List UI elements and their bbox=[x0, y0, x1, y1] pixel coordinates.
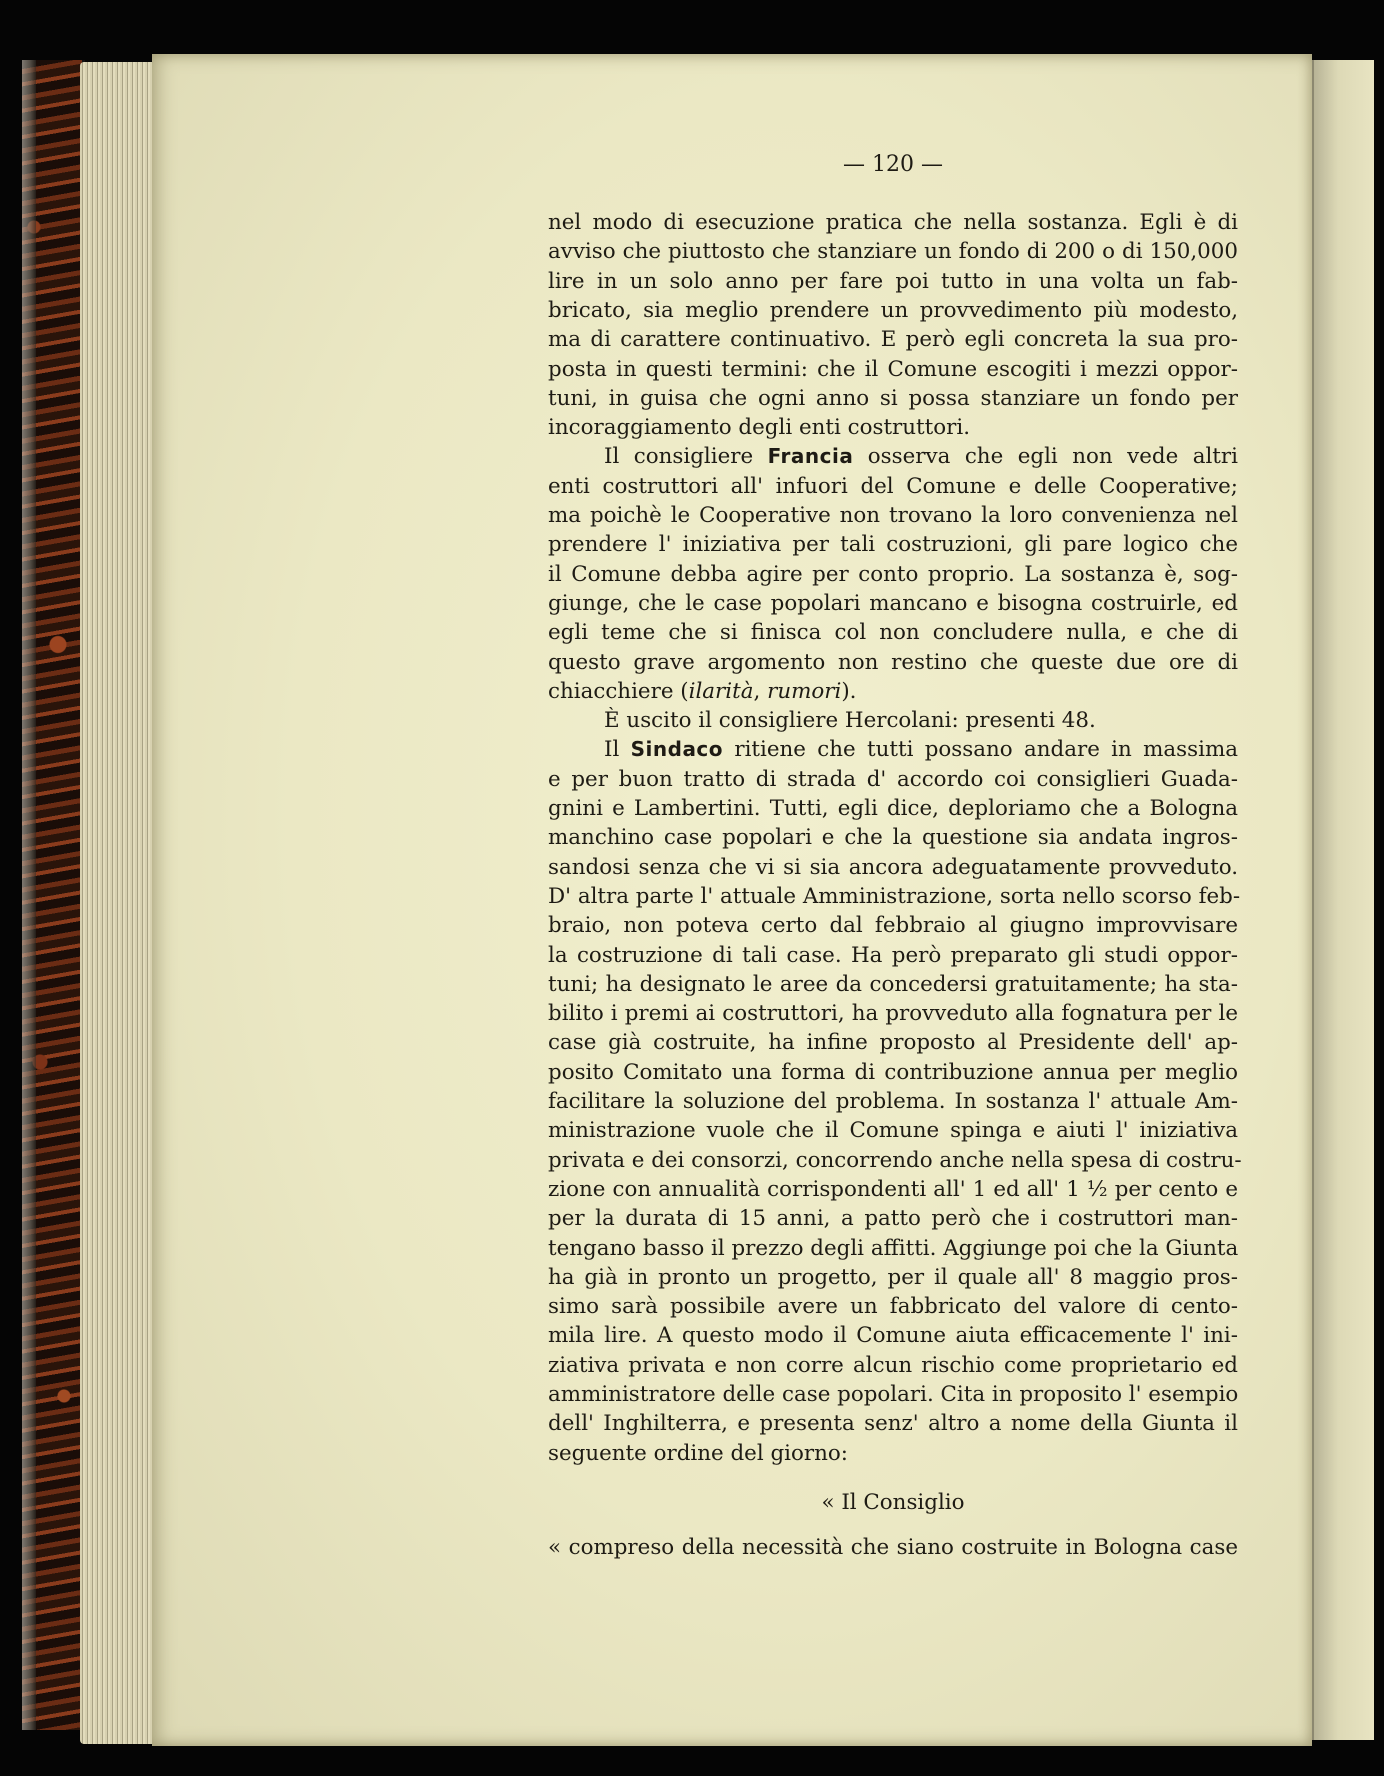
text-line: lire in un solo anno per fare poi tutto in una volta un fab- bbox=[548, 268, 1238, 294]
page-stack-edge bbox=[80, 62, 160, 1744]
text-line: posito Comitato una forma di contribuzione annua per meglio bbox=[548, 1059, 1238, 1085]
text-line: case già costruite, ha infine proposto al Presidente dell' ap- bbox=[548, 1030, 1238, 1056]
text-line: la costruzione di tali case. Ha però preparato gli studi oppor- bbox=[548, 942, 1238, 968]
paragraph-francia bbox=[548, 442, 1238, 471]
text-span: Il bbox=[604, 737, 620, 763]
text-span: osserva che egli non vede altri bbox=[867, 444, 1238, 470]
text-line: gnini e Lambertini. Tutti, egli dice, deploriamo che a Bologna bbox=[548, 796, 1238, 821]
text-span: Il consigliere bbox=[604, 444, 754, 470]
text-line: incoraggiamento degli enti costruttori. bbox=[548, 415, 970, 441]
text-line: ministrazione vuole che il Comune spinga e aiuti l' iniziativa bbox=[548, 1118, 1238, 1144]
text-line: manchino case popolari e che la questione sia andata ingros- bbox=[548, 825, 1238, 851]
text-line: simo sarà possibile avere un fabbricato del valore di cento- bbox=[548, 1294, 1238, 1320]
next-page-edge bbox=[1312, 60, 1374, 1740]
text-line: sandosi senza che vi si sia ancora adeguatamente provveduto. bbox=[548, 854, 1238, 880]
text-span: ritiene che tutti possano andare in massima bbox=[734, 737, 1238, 763]
text-line: È uscito il consigliere Hercolani: presenti 48. bbox=[604, 708, 1096, 734]
text-line: facilitare la soluzione del problema. In sostanza l' attuale Am- bbox=[548, 1089, 1238, 1114]
text-line: ma di carattere continuativo. E però egli concreta la sua pro- bbox=[548, 327, 1238, 353]
speaker-name-sindaco: Sindaco bbox=[630, 737, 724, 762]
text-line: ha già in pronto un progetto, per il quale all' 8 maggio pros- bbox=[548, 1264, 1238, 1290]
text-line: mila lire. A questo modo il Comune aiuta efficacemente l' ini- bbox=[548, 1323, 1238, 1349]
text-line: enti costruttori all' infuori del Comune e delle Cooperative; bbox=[548, 473, 1238, 499]
text-line: il Comune debba agire per conto proprio. La sostanza è, sog- bbox=[548, 561, 1238, 587]
resolution-heading: « Il Consiglio bbox=[821, 1490, 965, 1515]
text-line: amministratore delle case popolari. Cita in proposito l' esempio bbox=[548, 1382, 1239, 1407]
text-line: avviso che piuttosto che stanziare un fondo di 200 o di 150,000 bbox=[548, 239, 1238, 265]
text-line: zione con annualità corrispondenti all' 1 ed all' 1 ½ per cento e bbox=[548, 1176, 1238, 1202]
text-line: privata e dei consorzi, concorrendo anche nella spesa di costru- bbox=[548, 1147, 1242, 1173]
text-line: tuni, in guisa che ogni anno si possa stanziare un fondo per bbox=[548, 385, 1238, 411]
text-line: tuni; ha designato le aree da concedersi gratuitamente; ha sta- bbox=[548, 971, 1238, 997]
text-line: tengano basso il prezzo degli affitti. Aggiunge poi che la Giunta bbox=[548, 1235, 1239, 1261]
text-line: prendere l' iniziativa per tali costruzioni, gli pare logico che bbox=[548, 532, 1238, 558]
text-line: ziativa privata e non corre alcun rischio come proprietario ed bbox=[548, 1352, 1238, 1378]
italic-note: ilarità bbox=[688, 678, 754, 704]
text-line: per la durata di 15 anni, a patto però che i costruttori man- bbox=[548, 1206, 1238, 1232]
text-line: D' altra parte l' attuale Amministrazione, sorta nello scorso feb- bbox=[548, 883, 1241, 909]
text-line: dell' Inghilterra, e presenta senz' altro a nome della Giunta il bbox=[548, 1411, 1238, 1437]
italic-note: rumori bbox=[767, 678, 842, 704]
text-span: ). bbox=[841, 678, 857, 704]
text-line: egli teme che si finisca col non concludere nulla, e che di bbox=[548, 620, 1238, 646]
text-line: bricato, sia meglio prendere un provvedimento più modesto, bbox=[548, 297, 1238, 323]
text-line: posta in questi termini: che il Comune escogiti i mezzi oppor- bbox=[548, 356, 1238, 382]
text-span: chiacchiere ( bbox=[548, 678, 689, 704]
text-line: nel modo di esecuzione pratica che nella sostanza. Egli è di bbox=[548, 210, 1238, 235]
text-line: bilito i premi ai costruttori, ha provveduto alla fognatura per le bbox=[548, 1001, 1238, 1027]
text-line: seguente ordine del giorno: bbox=[548, 1440, 848, 1466]
binding-edge bbox=[22, 60, 36, 1730]
text-line: questo grave argomento non restino che queste due ore di bbox=[548, 649, 1238, 675]
text-line bbox=[548, 677, 1238, 706]
text-line: e per buon tratto di strada d' accordo coi consiglieri Guada- bbox=[548, 766, 1238, 792]
text-line: braio, non poteva certo dal febbraio al giugno improvvisare bbox=[548, 913, 1238, 939]
speaker-name-francia: Francia bbox=[767, 444, 854, 469]
page-number: — 120 — bbox=[843, 152, 943, 177]
text-line: ma poichè le Cooperative non trovano la loro convenienza nel bbox=[548, 503, 1238, 528]
text-span: , bbox=[753, 678, 768, 704]
paragraph-sindaco bbox=[548, 735, 1238, 764]
resolution-text: « compreso della necessità che siano costruite in Bologna case bbox=[548, 1535, 1238, 1560]
text-line: giunge, che le case popolari mancano e bisogna costruirle, ed bbox=[548, 590, 1238, 616]
